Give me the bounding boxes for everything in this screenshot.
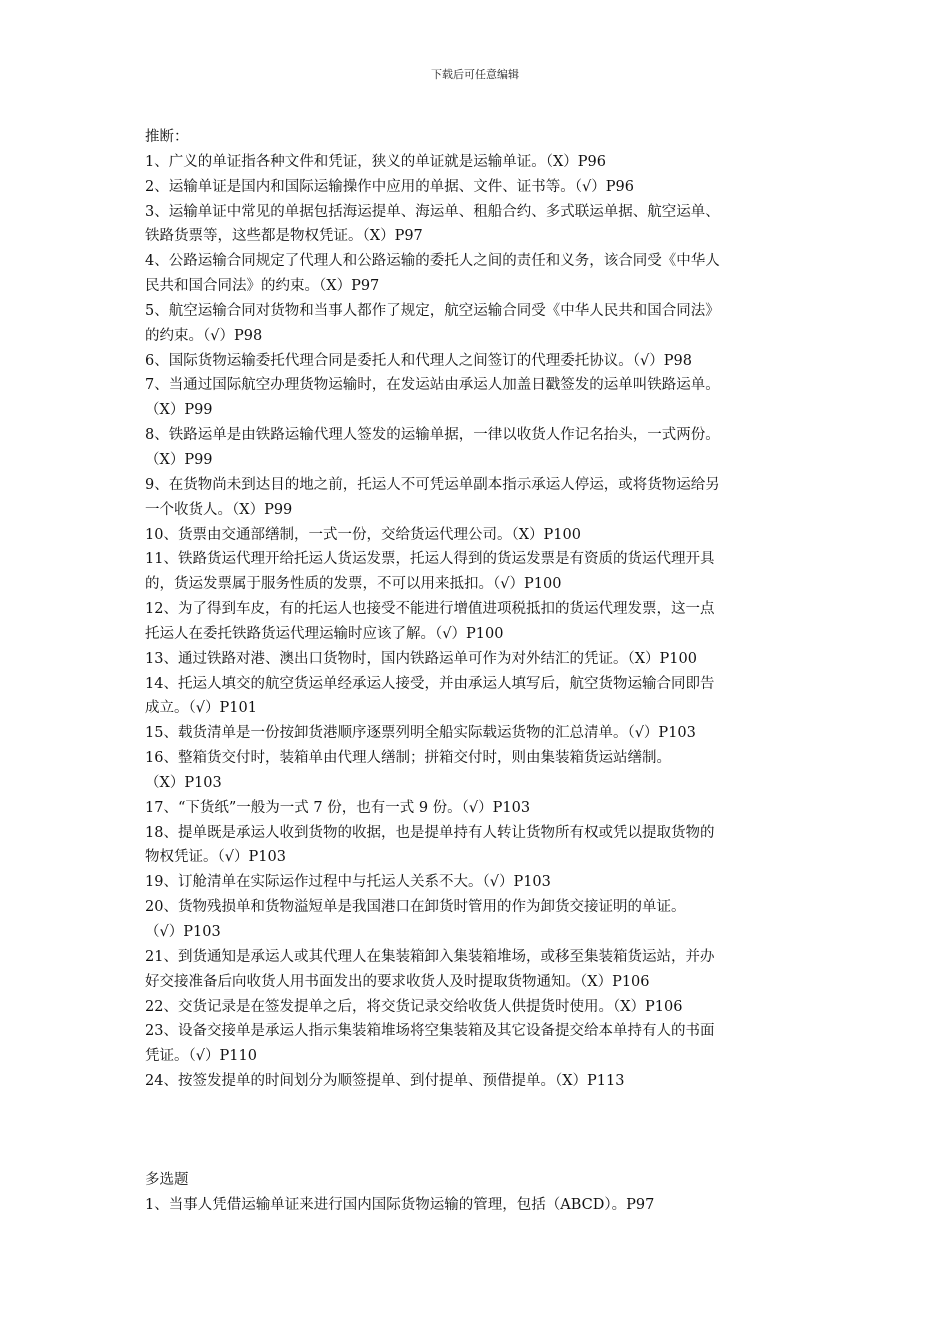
question-line: 14、托运人填交的航空货运单经承运人接受，并由承运人填写后，航空货物运输合同即告	[145, 675, 715, 692]
section-spacer	[145, 1094, 810, 1168]
question-line: 民共和国合同法》的约束。（X）P97	[145, 278, 380, 295]
multiple-choice-question-list	[145, 1193, 810, 1218]
question-line: （X）P103	[145, 774, 222, 791]
question-line: 12、为了得到车皮，有的托运人也接受不能进行增值进项税抵扣的货运代理发票，这一点	[145, 601, 715, 618]
question-line: 1、广义的单证指各种文件和凭证，狭义的单证就是运输单证。（X）P96	[145, 153, 607, 170]
question-line: 7、当通过国际航空办理货物运输时，在发运站由承运人加盖日戳签发的运单叫铁路运单。	[145, 377, 720, 394]
question-line: 的，货运发票属于服务性质的发票，不可以用来抵扣。（√）P100	[145, 576, 562, 593]
question-line: 铁路货票等，这些都是物权凭证。（X）P97	[145, 228, 423, 245]
question-line: 凭证。（√）P110	[145, 1048, 257, 1065]
question-line: 5、航空运输合同对货物和当事人都作了规定，航空运输合同受《中华人民共和国合同法》	[145, 302, 720, 319]
question-line: （X）P99	[145, 451, 213, 468]
question-line: 19、订舱清单在实际运作过程中与托运人关系不大。（√）P103	[145, 874, 551, 891]
question-line: 10、货票由交通部缮制，一式一份，交给货运代理公司。（X）P100	[145, 526, 581, 543]
question-line: 4、公路运输合同规定了代理人和公路运输的委托人之间的责任和义务，该合同受《中华人	[145, 253, 720, 270]
question-line: 2、运输单证是国内和国际运输操作中应用的单据、文件、证书等。（√）P96	[145, 178, 634, 195]
question-line: 24、按签发提单的时间划分为顺签提单、到付提单、预借提单。（X）P113	[145, 1073, 625, 1090]
question-line: 好交接准备后向收货人用书面发出的要求收货人及时提取货物通知。（X）P106	[145, 973, 650, 990]
question-line: 一个收货人。（X）P99	[145, 501, 293, 518]
judgement-question-list	[145, 150, 810, 1094]
question-line: 21、到货通知是承运人或其代理人在集装箱卸入集装箱堆场，或移至集装箱货运站，并办	[145, 948, 715, 965]
question-line: （√）P103	[145, 924, 221, 940]
question-line: 13、通过铁路对港、澳出口货物时，国内铁路运单可作为对外结汇的凭证。（X）P100	[145, 650, 697, 667]
document-body	[145, 125, 810, 1218]
page-header: 下载后可任意编辑	[431, 68, 519, 81]
question-line: 11、铁路货运代理开给托运人货运发票，托运人得到的货运发票是有资质的货运代理开具	[145, 551, 715, 568]
question-line: 3、运输单证中常见的单据包括海运提单、海运单、租船合约、多式联运单据、航空运单、	[145, 203, 720, 220]
question-line: 8、铁路运单是由铁路运输代理人签发的运输单据，一律以收货人作记名抬头，一式两份。	[145, 427, 720, 444]
question-line: 23、设备交接单是承运人指示集装箱堆场将空集装箱及其它设备提交给本单持有人的书面	[145, 1023, 715, 1040]
question-line: 18、提单既是承运人收到货物的收据，也是提单持有人转让货物所有权或凭以提取货物的	[145, 824, 715, 841]
question-line: （X）P99	[145, 402, 213, 419]
question-line: 17、“下货纸”一般为一式 7 份，也有一式 9 份。（√）P103	[145, 799, 531, 816]
question-line: 托运人在委托铁路货运代理运输时应该了解。（√）P100	[145, 625, 504, 642]
question-line: 6、国际货物运输委托代理合同是委托人和代理人之间签订的代理委托协议。（√）P98	[145, 352, 692, 369]
question-line: 16、整箱货交付时，装箱单由代理人缮制；拼箱交付时，则由集装箱货运站缮制。	[145, 750, 671, 767]
question-line: 的约束。（√）P98	[145, 327, 263, 344]
question-line: 9、在货物尚未到达目的地之前，托运人不可凭运单副本指示承运人停运，或将货物运给另	[145, 476, 720, 493]
multiple-choice-section-title: 多选题	[145, 1171, 189, 1188]
question-line: 1、当事人凭借运输单证来进行国内国际货物运输的管理，包括（ABCD）。P97	[145, 1196, 655, 1213]
question-line: 物权凭证。（√）P103	[145, 849, 286, 866]
question-line: 22、交货记录是在签发提单之后，将交货记录交给收货人供提货时使用。（X）P106	[145, 998, 683, 1015]
question-line: 15、载货清单是一份按卸货港顺序逐票列明全船实际载运货物的汇总清单。（√）P103	[145, 725, 696, 742]
judgement-section-title: 推断：	[145, 129, 189, 145]
question-line: 成立。（√）P101	[145, 700, 257, 717]
question-line: 20、货物残损单和货物溢短单是我国港口在卸货时管用的作为卸货交接证明的单证。	[145, 899, 686, 916]
